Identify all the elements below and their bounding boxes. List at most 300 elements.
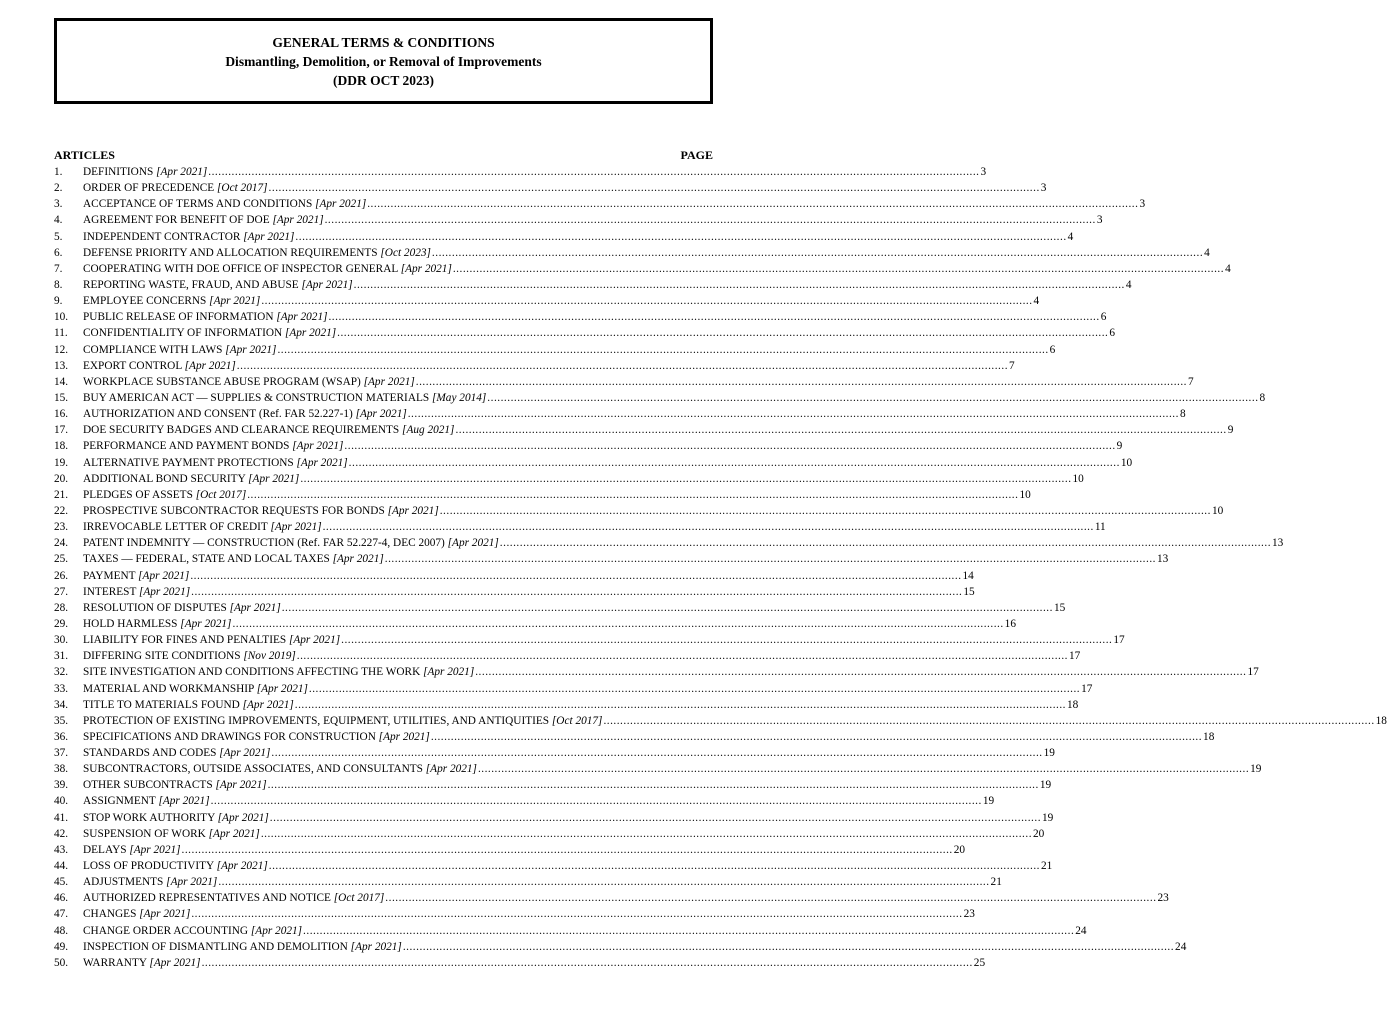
- document-header-box: [54, 18, 713, 104]
- article-title: [83, 503, 439, 519]
- article-page-number: 4: [1033, 295, 1040, 308]
- toc-header: [54, 148, 713, 164]
- dot-leader: [323, 519, 1094, 535]
- article-number: 21.: [54, 488, 69, 501]
- article-number: 29.: [54, 617, 69, 630]
- article-title: [83, 277, 353, 293]
- toc-entry[interactable]: [54, 196, 1146, 212]
- dot-leader: [295, 697, 1066, 713]
- article-page-number: 6: [1049, 343, 1056, 356]
- article-number: 22.: [54, 504, 69, 517]
- article-title-text: EXPORT CONTROL: [83, 359, 185, 372]
- article-page-number: 19: [1039, 779, 1052, 792]
- article-title-text: SUSPENSION OF WORK: [83, 827, 209, 840]
- article-title-text: SPECIFICATIONS AND DRAWINGS FOR CONSTRUCTION: [83, 730, 379, 743]
- article-title: [83, 906, 190, 922]
- article-title: [83, 697, 294, 713]
- article-date: [Apr 2021]: [243, 230, 295, 243]
- dot-leader: [261, 293, 1032, 309]
- article-title-text: TAXES — FEDERAL, STATE AND LOCAL TAXES: [83, 553, 333, 566]
- article-page-number: 4: [1204, 246, 1210, 259]
- dot-leader: [191, 906, 962, 922]
- article-date: [Aug 2021]: [402, 424, 455, 437]
- article-page-number: 17: [1113, 634, 1125, 647]
- article-title-text: LOSS OF PRODUCTIVITY: [83, 860, 217, 873]
- article-page-number: 24: [1075, 924, 1087, 937]
- article-title: [83, 842, 181, 858]
- article-title-text: ALTERNATIVE PAYMENT PROTECTIONS: [83, 456, 297, 469]
- article-date: [Apr 2021]: [180, 617, 232, 630]
- dot-leader: [455, 422, 1226, 438]
- article-number: 46.: [54, 892, 69, 905]
- article-page-number: 4: [1067, 230, 1074, 243]
- article-date: [Apr 2021]: [315, 198, 367, 211]
- article-page-number: 21: [990, 876, 1002, 889]
- toc-entry[interactable]: [54, 245, 1210, 261]
- article-page-number: 10: [1211, 504, 1224, 517]
- article-title-text: DIFFERING SITE CONDITIONS: [83, 650, 244, 663]
- article-page-number: 15: [963, 585, 975, 598]
- article-title: [83, 874, 217, 890]
- article-page-number: 23: [963, 908, 975, 921]
- article-number: 9.: [54, 295, 63, 308]
- toc-entry[interactable]: [54, 697, 1079, 713]
- article-page-number: 3: [1096, 214, 1103, 227]
- article-number: 23.: [54, 521, 69, 534]
- dot-leader: [416, 374, 1187, 390]
- article-date: [Apr 2021]: [156, 166, 208, 178]
- toc-entry[interactable]: [54, 632, 1125, 648]
- toc-entry[interactable]: [54, 309, 1107, 325]
- article-number: 7.: [54, 262, 63, 275]
- article-date: [Apr 2021]: [276, 311, 328, 324]
- article-title-text: INSPECTION OF DISMANTLING AND DEMOLITION: [83, 940, 351, 953]
- article-date: [Apr 2021]: [166, 876, 218, 889]
- article-date: [Oct 2017]: [333, 892, 385, 905]
- dot-leader: [237, 358, 1008, 374]
- article-number: 2.: [54, 182, 63, 195]
- article-page-number: 9: [1227, 424, 1234, 437]
- toc-entry[interactable]: [54, 180, 1047, 196]
- article-page-number: 9: [1116, 440, 1123, 453]
- toc-entry[interactable]: [54, 616, 1016, 632]
- dot-leader: [453, 261, 1224, 277]
- article-title-text: EMPLOYEE CONCERNS: [83, 295, 210, 308]
- article-title-text: BUY AMERICAN ACT — SUPPLIES & CONSTRUCTION MATERIALS: [83, 391, 432, 404]
- article-title: [83, 325, 336, 341]
- toc-entry[interactable]: [54, 713, 1387, 729]
- dot-leader: [309, 681, 1080, 697]
- toc-entry[interactable]: [54, 551, 1169, 567]
- article-date: [Apr 2021]: [139, 908, 191, 921]
- article-title-text: ORDER OF PRECEDENCE: [83, 182, 218, 195]
- article-title: [83, 180, 268, 196]
- article-title-text: CHANGE ORDER ACCOUNTING: [83, 924, 251, 937]
- article-title: [83, 309, 327, 325]
- article-title: [83, 390, 486, 406]
- article-number: 5.: [54, 230, 63, 243]
- article-page-number: 3: [1139, 198, 1146, 211]
- article-number: 40.: [54, 795, 69, 808]
- article-number: 43.: [54, 843, 69, 856]
- article-title: [83, 229, 294, 245]
- article-date: [Oct 2017]: [551, 714, 603, 727]
- article-page-number: 3: [1040, 182, 1047, 195]
- article-number: 48.: [54, 924, 69, 937]
- article-date: [Apr 2021]: [138, 569, 190, 582]
- article-page-number: 3: [980, 166, 987, 178]
- toc-entry[interactable]: [54, 745, 1055, 761]
- article-page-number: 8: [1259, 391, 1266, 404]
- article-title: [83, 664, 474, 680]
- article-title-text: RESOLUTION OF DISPUTES: [83, 601, 230, 614]
- toc-entry[interactable]: [54, 535, 1284, 551]
- article-title-text: SITE INVESTIGATION AND CONDITIONS AFFECTING THE WORK: [83, 666, 424, 679]
- dot-leader: [268, 777, 1039, 793]
- article-title: [83, 261, 452, 277]
- toc-entry[interactable]: [54, 422, 1234, 438]
- article-page-number: 19: [1042, 811, 1054, 824]
- article-page-number: 18: [1067, 698, 1079, 711]
- article-title: [83, 858, 268, 874]
- article-page-number: 17: [1247, 666, 1259, 679]
- dot-leader: [277, 342, 1048, 358]
- article-number: 39.: [54, 779, 69, 792]
- article-title: [83, 438, 343, 454]
- dot-leader: [367, 196, 1138, 212]
- article-date: [Apr 2021]: [250, 924, 303, 937]
- article-date: [Apr 2021]: [256, 682, 308, 695]
- toc-entry[interactable]: [54, 390, 1266, 406]
- article-title-text: WARRANTY: [83, 956, 150, 969]
- article-title: [83, 890, 384, 906]
- toc-entry[interactable]: [54, 681, 1093, 697]
- article-title: [83, 632, 340, 648]
- dot-leader: [408, 406, 1179, 422]
- article-number: 4.: [54, 214, 63, 227]
- dot-leader: [191, 584, 962, 600]
- toc-entry[interactable]: [54, 342, 1056, 358]
- article-title: [83, 923, 302, 939]
- article-title: [83, 374, 415, 390]
- article-title: [83, 519, 322, 535]
- article-date: [Apr 2021]: [129, 843, 181, 856]
- article-page-number: 15: [1053, 601, 1066, 614]
- article-title-text: COOPERATING WITH DOE OFFICE OF INSPECTOR GENERAL: [83, 262, 401, 275]
- dot-leader: [270, 810, 1041, 826]
- dot-leader: [325, 212, 1096, 228]
- article-title: [83, 600, 281, 616]
- article-number: 33.: [54, 682, 69, 695]
- article-title: [83, 245, 431, 261]
- toc-entry[interactable]: [54, 212, 1103, 228]
- toc-entry[interactable]: [54, 664, 1259, 680]
- article-number: 32.: [54, 666, 69, 679]
- article-number: 31.: [54, 650, 69, 663]
- article-title-text: DEFENSE PRIORITY AND ALLOCATION REQUIREMENTS: [83, 246, 381, 259]
- article-date: [Apr 2021]: [363, 375, 415, 388]
- article-page-number: 23: [1157, 892, 1169, 905]
- article-page-number: 11: [1094, 521, 1106, 534]
- article-date: [Apr 2021]: [400, 262, 452, 275]
- toc-entry[interactable]: [54, 729, 1215, 745]
- article-title-text: AUTHORIZED REPRESENTATIVES AND NOTICE: [83, 892, 334, 905]
- article-page-number: 6: [1109, 327, 1116, 340]
- article-title: [83, 358, 236, 374]
- article-title-text: MATERIAL AND WORKMANSHIP: [83, 682, 257, 695]
- article-title: [83, 955, 201, 971]
- toc-entry[interactable]: [54, 487, 1031, 503]
- article-date: [Apr 2021]: [229, 601, 281, 614]
- table-of-contents: [54, 164, 1387, 971]
- dot-leader: [247, 487, 1018, 503]
- article-title-text: ADJUSTMENTS: [83, 876, 167, 889]
- dot-leader: [328, 309, 1099, 325]
- toc-entry[interactable]: [54, 648, 1081, 664]
- article-date: [Apr 2021]: [284, 327, 337, 340]
- article-title: [83, 648, 296, 664]
- toc-entry[interactable]: [54, 777, 1052, 793]
- article-title: [83, 745, 270, 761]
- article-number: 45.: [54, 876, 69, 889]
- dot-leader: [337, 325, 1108, 341]
- toc-entry[interactable]: [54, 906, 975, 922]
- article-title-text: IRREVOCABLE LETTER OF CREDIT: [83, 521, 271, 534]
- article-number: 14.: [54, 375, 69, 388]
- article-page-number: 19: [1250, 763, 1262, 776]
- toc-entry[interactable]: [54, 874, 1002, 890]
- article-date: [Apr 2021]: [225, 343, 277, 356]
- document-subtitle: Dismantling, Demolition, or Removal of Improvements: [225, 53, 542, 69]
- article-page-number: 19: [982, 795, 995, 808]
- article-title-text: ADDITIONAL BOND SECURITY: [83, 472, 249, 485]
- toc-entry[interactable]: [54, 584, 975, 600]
- dot-leader: [500, 535, 1271, 551]
- article-date: [Apr 2021]: [350, 940, 402, 953]
- article-number: 3.: [54, 198, 63, 211]
- article-title: [83, 729, 430, 745]
- article-date: [Apr 2021]: [270, 521, 322, 534]
- article-number: 41.: [54, 811, 69, 824]
- dot-leader: [341, 632, 1112, 648]
- article-page-number: 10: [1120, 456, 1133, 469]
- article-date: [Apr 2021]: [138, 585, 191, 598]
- dot-leader: [475, 664, 1246, 680]
- article-page-number: 25: [973, 956, 986, 969]
- toc-entry[interactable]: [54, 261, 1231, 277]
- article-title: [83, 535, 499, 551]
- article-title-text: PROSPECTIVE SUBCONTRACTOR REQUESTS FOR BONDS: [83, 504, 388, 517]
- article-title: [83, 761, 477, 777]
- article-page-number: 7: [1188, 375, 1194, 388]
- article-title: [83, 616, 231, 632]
- toc-entry[interactable]: [54, 519, 1106, 535]
- article-title-text: HOLD HARMLESS: [83, 617, 181, 630]
- dot-leader: [208, 164, 979, 180]
- article-title-text: PATENT INDEMNITY — CONSTRUCTION (Ref. FAR 52.227-4, DEC 2007): [83, 537, 448, 550]
- toc-entry[interactable]: [54, 923, 1087, 939]
- article-number: 47.: [54, 908, 69, 921]
- article-title-text: PLEDGES OF ASSETS: [83, 488, 196, 501]
- toc-entry[interactable]: [54, 406, 1186, 422]
- article-title-text: REPORTING WASTE, FRAUD, AND ABUSE: [83, 278, 302, 291]
- article-date: [Apr 2021]: [215, 779, 267, 792]
- article-title-text: INDEPENDENT CONTRACTOR: [83, 230, 244, 243]
- article-date: [Apr 2021]: [332, 553, 384, 566]
- article-page-number: 7: [1009, 359, 1015, 372]
- toc-entry[interactable]: [54, 455, 1133, 471]
- toc-entry[interactable]: [54, 890, 1169, 906]
- article-title: [83, 487, 246, 503]
- article-title: [83, 681, 308, 697]
- article-date: [Apr 2021]: [387, 504, 439, 517]
- article-title-text: AGREEMENT FOR BENEFIT OF DOE: [83, 214, 273, 227]
- toc-entry[interactable]: [54, 164, 987, 180]
- article-date: [Apr 2021]: [208, 827, 260, 840]
- toc-entry[interactable]: [54, 277, 1132, 293]
- article-date: [Apr 2021]: [184, 359, 236, 372]
- article-title-text: ASSIGNMENT: [83, 795, 159, 808]
- article-page-number: 10: [1072, 472, 1084, 485]
- dot-leader: [300, 471, 1071, 487]
- article-number: 28.: [54, 601, 69, 614]
- article-title-text: DEFINITIONS: [83, 166, 157, 178]
- toc-entry[interactable]: [54, 503, 1224, 519]
- dot-leader: [440, 503, 1211, 519]
- article-date: [Oct 2017]: [195, 488, 247, 501]
- toc-entry[interactable]: [54, 939, 1187, 955]
- toc-entry[interactable]: [54, 325, 1116, 341]
- article-number: 35.: [54, 714, 69, 727]
- dot-leader: [344, 438, 1115, 454]
- article-title-text: WORKPLACE SUBSTANCE ABUSE PROGRAM (WSAP): [83, 375, 364, 388]
- article-title-text: ACCEPTANCE OF TERMS AND CONDITIONS: [83, 198, 316, 211]
- article-number: 13.: [54, 359, 69, 372]
- article-title: [83, 406, 407, 422]
- article-title: [83, 164, 207, 180]
- dot-leader: [354, 277, 1125, 293]
- article-page-number: 16: [1004, 617, 1016, 630]
- article-title-text: DELAYS: [83, 843, 130, 856]
- article-page-number: 24: [1175, 940, 1187, 953]
- article-title-text: PERFORMANCE AND PAYMENT BONDS: [83, 440, 293, 453]
- article-title: [83, 793, 210, 809]
- article-date: [Apr 2021]: [378, 730, 430, 743]
- document-title: GENERAL TERMS & CONDITIONS: [272, 34, 495, 50]
- article-title-text: SUBCONTRACTORS, OUTSIDE ASSOCIATES, AND CONSULTANTS: [83, 763, 426, 776]
- dot-leader: [211, 793, 982, 809]
- article-number: 49.: [54, 940, 69, 953]
- article-number: 6.: [54, 246, 63, 259]
- toc-entry[interactable]: [54, 568, 974, 584]
- article-title: [83, 551, 384, 567]
- article-number: 44.: [54, 860, 69, 873]
- dot-leader: [282, 600, 1053, 616]
- article-page-number: 13: [1156, 553, 1169, 566]
- article-number: 34.: [54, 698, 69, 711]
- article-title-text: INTEREST: [83, 585, 139, 598]
- article-number: 11.: [54, 327, 68, 340]
- article-page-number: 4: [1225, 262, 1231, 275]
- dot-leader: [603, 713, 1374, 729]
- article-number: 18.: [54, 440, 69, 453]
- article-date: [Apr 2021]: [272, 214, 324, 227]
- article-number: 27.: [54, 585, 69, 598]
- article-date: [Apr 2021]: [296, 456, 348, 469]
- article-page-number: 18: [1203, 730, 1215, 743]
- article-date: [Apr 2021]: [292, 440, 344, 453]
- article-date: [Apr 2021]: [158, 795, 210, 808]
- toc-entry[interactable]: [54, 358, 1015, 374]
- dot-leader: [303, 923, 1074, 939]
- dot-leader: [487, 390, 1258, 406]
- dot-leader: [202, 955, 973, 971]
- toc-entry[interactable]: [54, 600, 1066, 616]
- article-title: [83, 584, 190, 600]
- dot-leader: [261, 826, 1032, 842]
- article-date: [Apr 2021]: [301, 278, 353, 291]
- dot-leader: [403, 939, 1174, 955]
- article-number: 26.: [54, 569, 69, 582]
- toc-entry[interactable]: [54, 374, 1194, 390]
- toc-entry[interactable]: [54, 438, 1123, 454]
- article-title: [83, 293, 260, 309]
- article-page-number: 18: [1375, 714, 1387, 727]
- article-number: 42.: [54, 827, 69, 840]
- toc-entry[interactable]: [54, 955, 986, 971]
- dot-leader: [190, 568, 961, 584]
- article-title-text: AUTHORIZATION AND CONSENT (Ref. FAR 52.227-1): [83, 408, 356, 421]
- article-page-number: 19: [1043, 747, 1055, 760]
- toc-entry[interactable]: [54, 842, 966, 858]
- toc-entry[interactable]: [54, 229, 1074, 245]
- toc-entry[interactable]: [54, 293, 1040, 309]
- article-number: 25.: [54, 553, 69, 566]
- article-date: [May 2014]: [432, 391, 487, 404]
- toc-entry[interactable]: [54, 761, 1262, 777]
- article-page-number: 4: [1125, 278, 1132, 291]
- article-page-number: 21: [1040, 860, 1053, 873]
- dot-leader: [385, 890, 1156, 906]
- article-title-text: COMPLIANCE WITH LAWS: [83, 343, 226, 356]
- article-number: 1.: [54, 166, 63, 178]
- toc-entry[interactable]: [54, 471, 1084, 487]
- dot-leader: [269, 858, 1040, 874]
- article-number: 19.: [54, 456, 69, 469]
- dot-leader: [431, 729, 1202, 745]
- dot-leader: [182, 842, 953, 858]
- dot-leader: [232, 616, 1003, 632]
- article-number: 50.: [54, 956, 69, 969]
- dot-leader: [349, 455, 1120, 471]
- article-page-number: 17: [1081, 682, 1093, 695]
- article-title-text: PUBLIC RELEASE OF INFORMATION: [83, 311, 277, 324]
- article-date: [Apr 2021]: [242, 698, 294, 711]
- article-page-number: 10: [1019, 488, 1031, 501]
- article-number: 36.: [54, 730, 69, 743]
- dot-leader: [297, 648, 1068, 664]
- page-heading: PAGE: [680, 148, 713, 162]
- article-title: [83, 471, 299, 487]
- toc-entry[interactable]: [54, 810, 1054, 826]
- article-title: [83, 212, 324, 228]
- article-date: [Apr 2021]: [423, 666, 475, 679]
- toc-entry[interactable]: [54, 826, 1045, 842]
- toc-entry[interactable]: [54, 793, 995, 809]
- article-number: 8.: [54, 278, 63, 291]
- toc-entry[interactable]: [54, 858, 1053, 874]
- article-page-number: 14: [962, 569, 974, 582]
